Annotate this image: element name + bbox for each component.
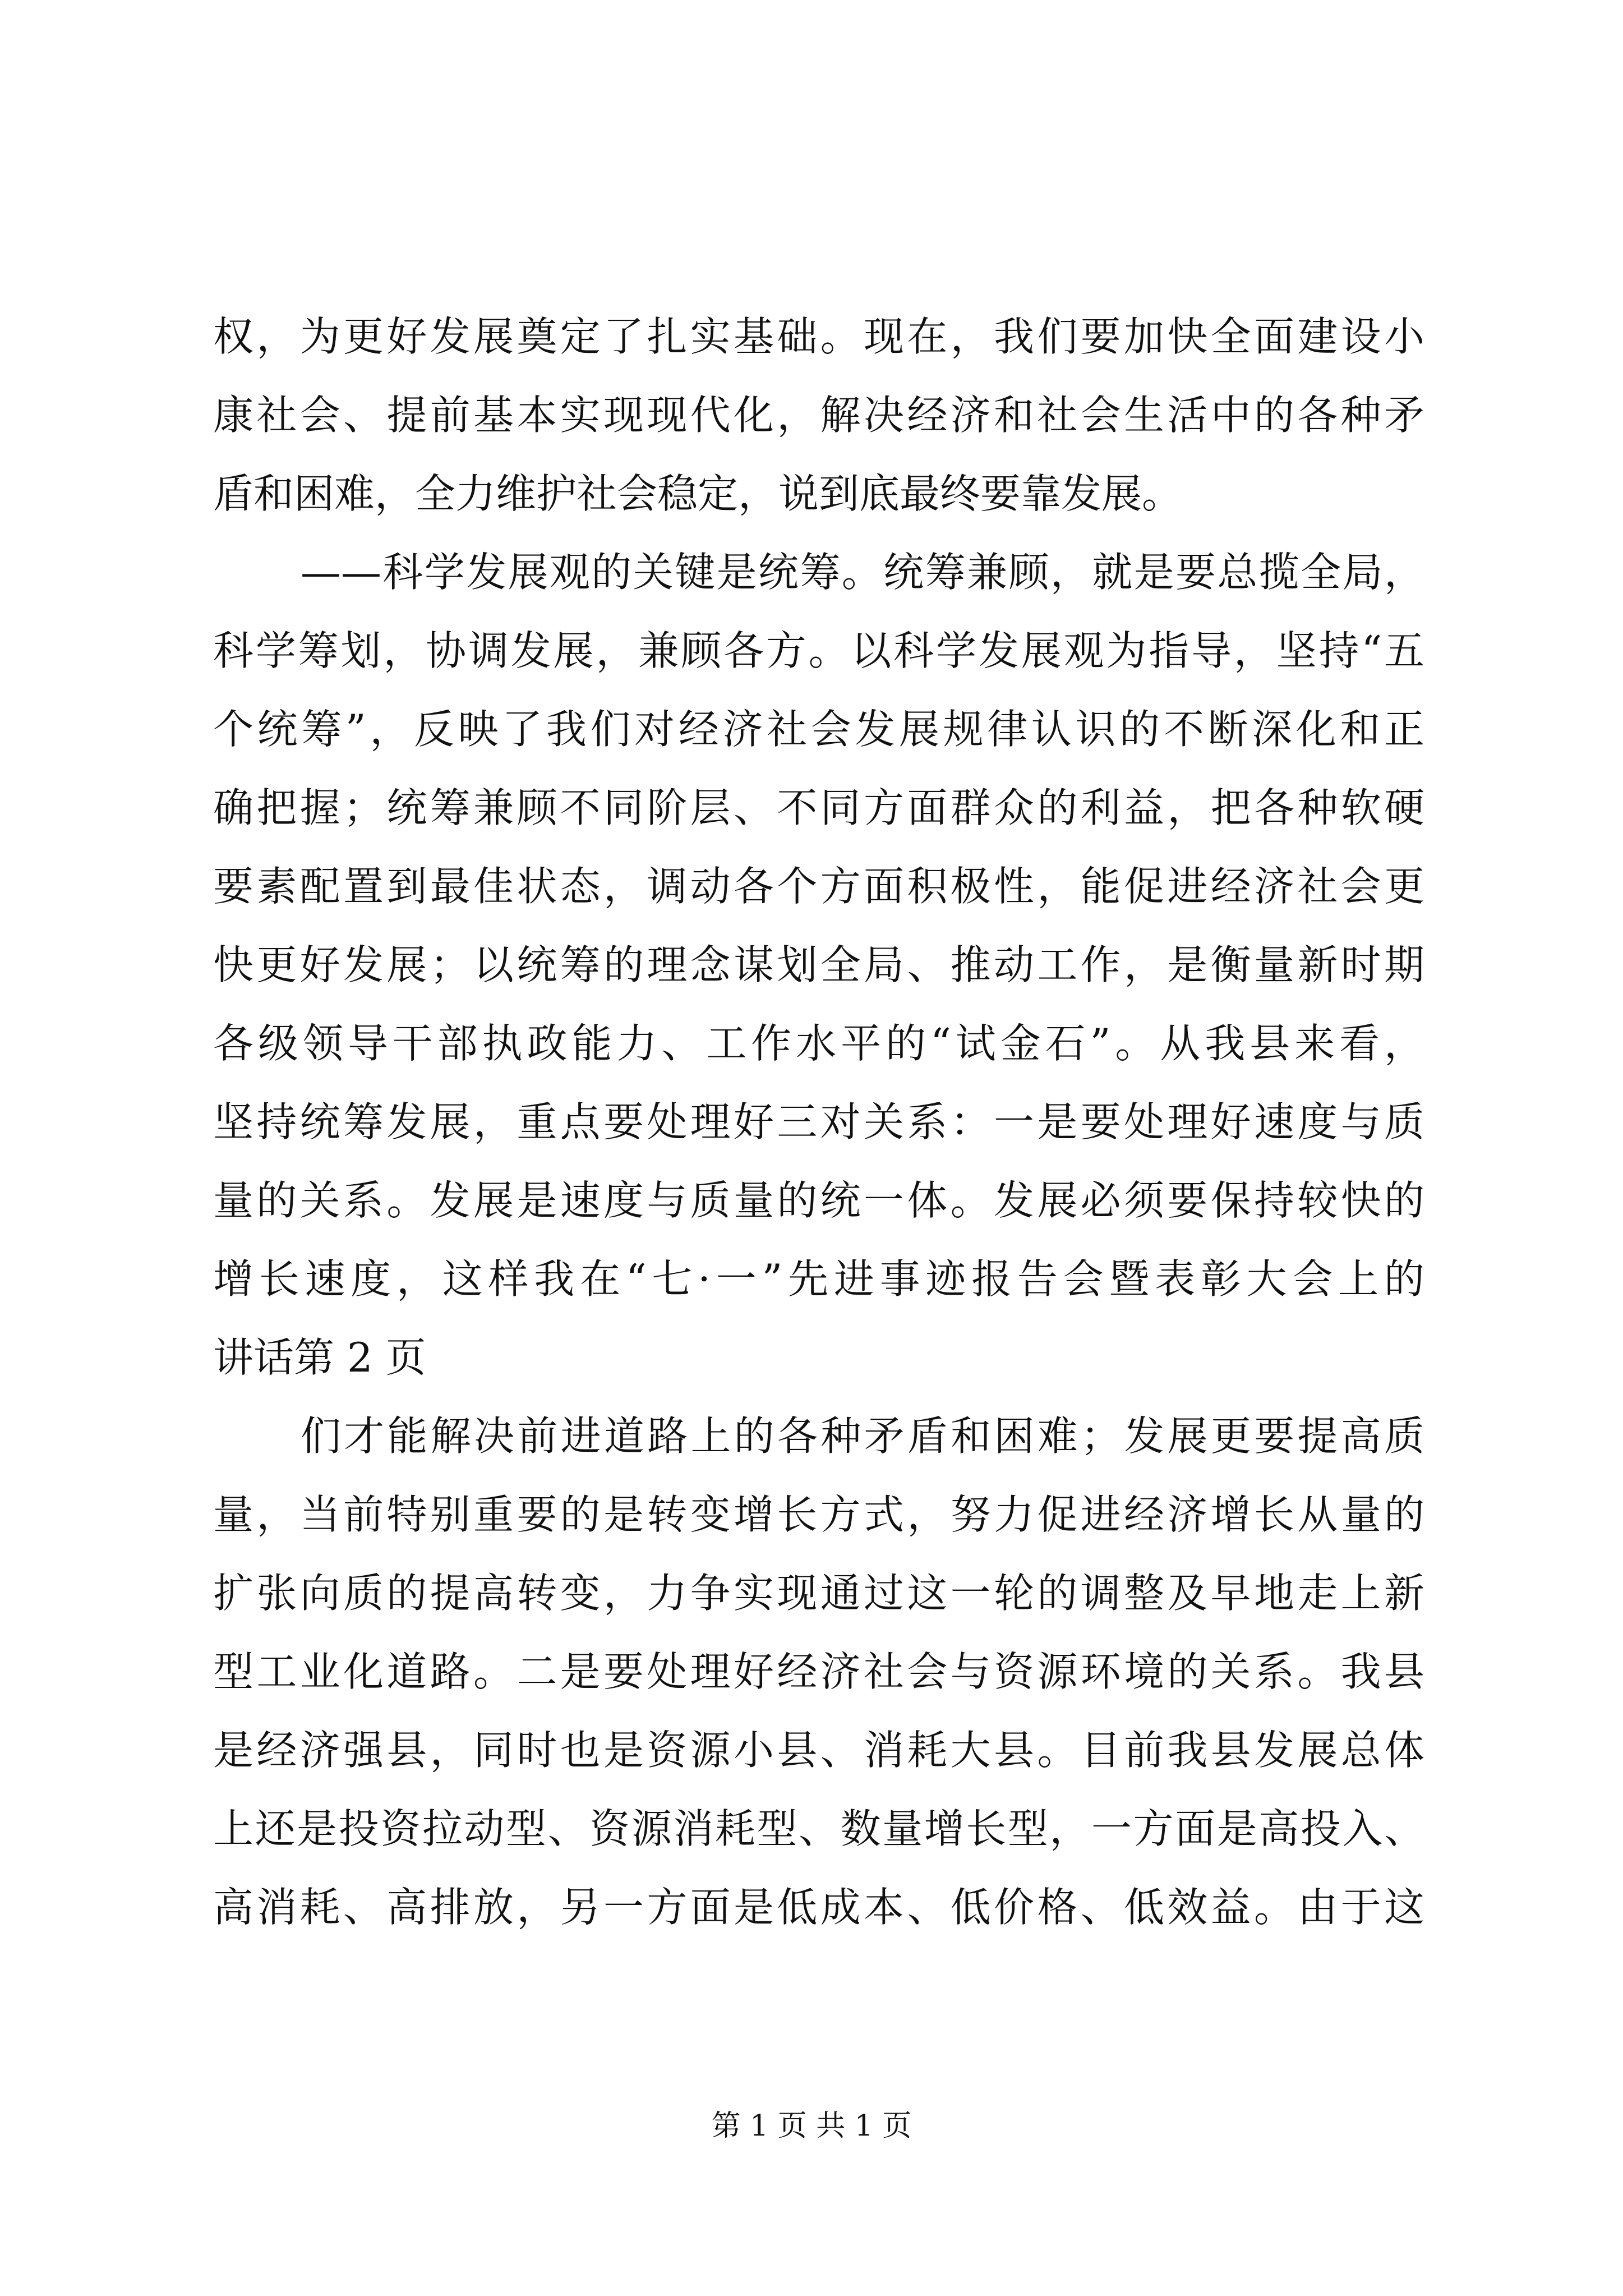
text-line: 增长速度，这样我在“七·一”先进事迹报告会暨表彰大会上的 (213, 1255, 1424, 1303)
text-line: 科学筹划，协调发展，兼顾各方。以科学发展观为指导，坚持“五 (213, 627, 1424, 674)
text-line: 个统筹”，反映了我们对经济社会发展规律认识的不断深化和正 (213, 706, 1424, 753)
text-line: 是经济强县，同时也是资源小县、消耗大县。目前我县发展总体 (213, 1727, 1424, 1774)
text-line: 们才能解决前进道路上的各种矛盾和困难；发展更要提高质 (301, 1412, 1424, 1460)
text-line: 盾和困难，全力维护社会稳定，说到底最终要靠发展。 (213, 470, 1183, 517)
text-line: 扩张向质的提高转变，力争实现通过这一轮的调整及早地走上新 (213, 1570, 1424, 1617)
text-line: 量，当前特别重要的是转变增长方式，努力促进经济增长从量的 (213, 1491, 1424, 1538)
text-line: 讲话第 2 页 (213, 1334, 426, 1381)
text-line: 康社会、提前基本实现现代化，解决经济和社会生活中的各种矛 (213, 392, 1424, 439)
text-line: 各级领导干部执政能力、工作水平的“试金石”。从我县来看， (213, 1020, 1424, 1067)
page-footer: 第 1 页 共 1 页 (711, 2109, 912, 2143)
text-line: 快更好发展；以统筹的理念谋划全局、推动工作，是衡量新时期 (213, 941, 1424, 988)
text-line: ——科学发展观的关键是统筹。统筹兼顾，就是要总揽全局， (301, 549, 1424, 596)
text-line: 要素配置到最佳状态，调动各个方面积极性，能促进经济社会更 (213, 863, 1424, 910)
text-line: 量的关系。发展是速度与质量的统一体。发展必须要保持较快的 (213, 1177, 1424, 1224)
text-line: 确把握；统筹兼顾不同阶层、不同方面群众的利益，把各种软硬 (213, 784, 1424, 831)
text-line: 型工业化道路。二是要处理好经济社会与资源环境的关系。我县 (213, 1648, 1424, 1695)
text-line: 上还是投资拉动型、资源消耗型、数量增长型，一方面是高投入、 (213, 1805, 1424, 1852)
text-line: 权，为更好发展奠定了扎实基础。现在，我们要加快全面建设小 (213, 313, 1424, 360)
text-line: 坚持统筹发展，重点要处理好三对关系：一是要处理好速度与质 (213, 1098, 1424, 1145)
text-line: 高消耗、高排放，另一方面是低成本、低价格、低效益。由于这 (213, 1884, 1424, 1931)
